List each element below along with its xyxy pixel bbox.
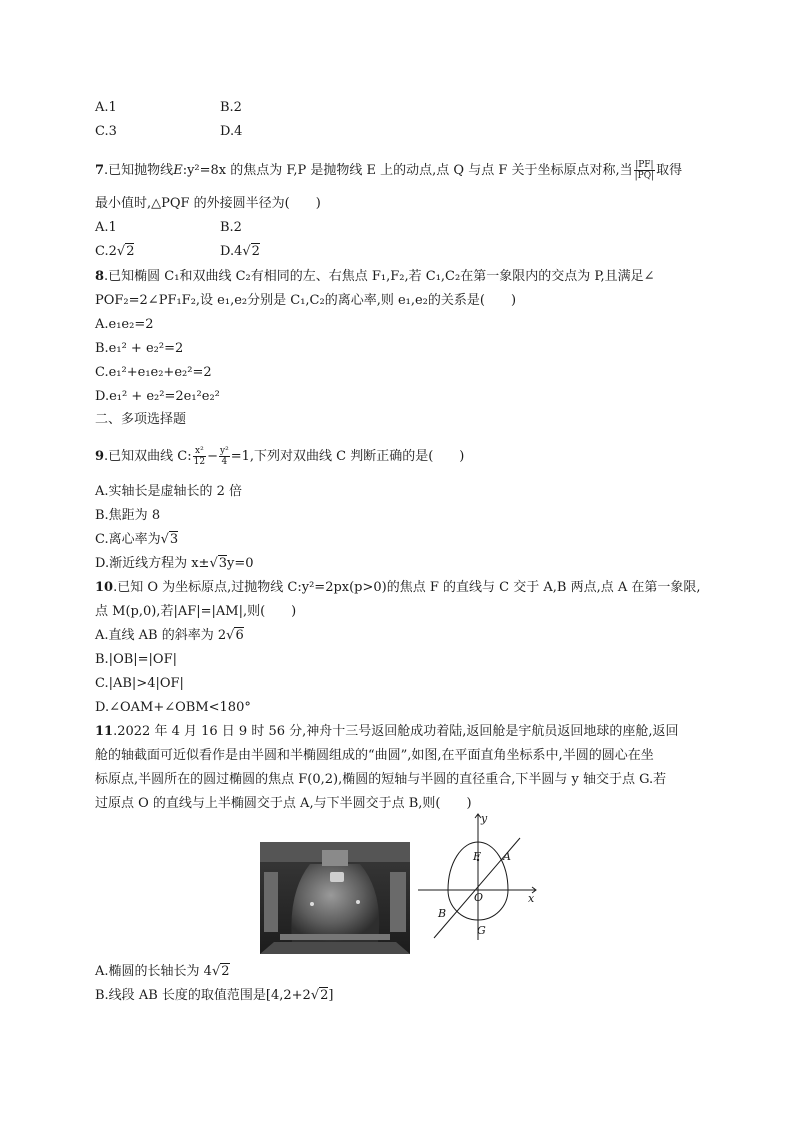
q7-number: 7 [95, 163, 105, 178]
q9-option-c: C.离心率为√3 [95, 532, 179, 547]
q11-number: 11 [95, 724, 114, 739]
q9-f2-den: 4 [221, 457, 228, 467]
q9-option-d-pre: D.渐近线方程为 x± [95, 556, 210, 571]
label-f: F [473, 850, 481, 863]
q7-fraction [634, 160, 656, 181]
q11-option-b-radicand: 2 [320, 988, 329, 1003]
q6-option-c: C.3 [95, 124, 117, 139]
q9-fraction-1 [193, 446, 206, 467]
q11-stem-line3: 标原点,半圆所在的圆过椭圆的焦点 F(0,2),椭圆的短轴与半圆的直径重合,下半圆与 y 轴交于点 G.若 [95, 772, 667, 787]
q9-f2-num: y² [220, 446, 229, 456]
q10-option-b: B.|OB|=|OF| [95, 652, 177, 667]
label-g: G [477, 924, 486, 937]
q10-option-a: A.直线 AB 的斜率为 2√6 [95, 628, 244, 643]
q10-option-c: C.|AB|>4|OF| [95, 676, 184, 691]
q7-option-c-radicand: 2 [126, 244, 135, 259]
q7-stem-line1 [95, 160, 682, 181]
q7-option-c-text: C.2 [95, 244, 117, 259]
q7-option-a: A.1 [95, 220, 117, 235]
q7-text-d: 取得 [656, 163, 683, 178]
q7-option-d: D.4√2 [220, 244, 260, 259]
q10-text-1: .已知 O 为坐标原点,过抛物线 C:y²=2px(p>0)的焦点 F 的直线与 C 交于 A,B 两点,点 A 在第一象限, [113, 580, 701, 595]
q9-f1-den: 12 [193, 457, 206, 467]
q11-option-a-radicand: 2 [221, 964, 230, 979]
q9-post: =1,下列对双曲线 C 判断正确的是( ) [230, 449, 465, 464]
q11-option-a: A.椭圆的长轴长为 4√2 [95, 964, 230, 979]
q11-text-1: .2022 年 4 月 16 日 9 时 56 分,神舟十三号返回舱成功着陆,返回舱是宇航员返回地球的座舱,返回 [113, 724, 679, 739]
q8-option-a: A.e₁e₂=2 [95, 317, 154, 332]
q9-option-c-text: C.离心率为 [95, 532, 161, 547]
q7-option-c: C.2√2 [95, 244, 135, 259]
q11-stem-line4: 过原点 O 的直线与上半椭圆交于点 A,与下半圆交于点 B,则( ) [95, 796, 472, 811]
capsule-photo [260, 842, 410, 954]
label-b: B [438, 907, 447, 920]
q9-option-b: B.焦距为 8 [95, 508, 161, 523]
label-o: O [474, 891, 484, 904]
q7-text-a: .已知抛物线 [104, 163, 174, 178]
q6-option-d: D.4 [220, 124, 243, 139]
q11-option-b: B.线段 AB 长度的取值范围是[4,2+2√2] [95, 988, 334, 1003]
q8-number: 8 [95, 269, 105, 284]
q9-fraction-2 [219, 446, 230, 467]
q9-option-d: D.渐近线方程为 x±√3y=0 [95, 556, 254, 571]
q9-number: 9 [95, 449, 105, 464]
q6-option-a: A.1 [95, 100, 117, 115]
q10-option-d: D.∠OAM+∠OBM<180° [95, 700, 251, 715]
q9-option-c-radicand: 3 [169, 532, 179, 547]
section-heading-multiple-choice: 二、多项选择题 [95, 412, 187, 427]
q8-option-b: B.e₁² + e₂²=2 [95, 341, 184, 356]
q10-option-a-text: A.直线 AB 的斜率为 2 [95, 628, 227, 643]
q11-option-b-text: B.线段 AB 长度的取值范围是[4,2+2 [95, 988, 311, 1003]
q6-option-b: B.2 [220, 100, 242, 115]
q7-text-c: :y²=8x 的焦点为 F,P 是抛物线 E 上的动点,点 Q 与点 F 关于坐标原点对称,当 [182, 163, 633, 178]
q8-stem-line2: POF₂=2∠PF₁F₂,设 e₁,e₂分别是 C₁,C₂的离心率,则 e₁,e₂的关系是( ) [95, 293, 517, 308]
q9-option-d-radicand: 3 [218, 556, 228, 571]
q8-option-d: D.e₁² + e₂²=2e₁²e₂² [95, 389, 220, 404]
q11-stem-line2: 舱的轴截面可近似看作是由半圆和半椭圆组成的“曲圆”,如图,在平面直角坐标系中,半圆的圆心在坐 [95, 748, 654, 763]
label-x: x [528, 892, 535, 905]
q10-number: 10 [95, 580, 114, 595]
q9-option-a: A.实轴长是虚轴长的 2 倍 [95, 484, 243, 499]
q8-text-1: .已知椭圆 C₁和双曲线 C₂有相同的左、右焦点 F₁,F₂,若 C₁,C₂在第一象限内的交点为 P,且满足∠ [104, 269, 655, 284]
q7-option-d-radicand: 2 [251, 244, 260, 259]
q9-option-d-post: y=0 [227, 556, 254, 571]
q8-stem-line1 [95, 268, 654, 286]
q7-option-d-text: D.4 [220, 244, 243, 259]
q11-option-b-end: ] [328, 988, 334, 1003]
q10-stem-line2: 点 M(p,0),若|AF|=|AM|,则( ) [95, 604, 297, 619]
q7-stem-line2: 最小值时,△PQF 的外接圆半径为( ) [95, 196, 321, 211]
q9-stem [95, 446, 464, 467]
q10-stem-line1 [95, 579, 701, 597]
q9-f1-num: x² [193, 446, 206, 457]
label-a: A [503, 850, 511, 863]
q7-frac-num: |PF| [635, 160, 654, 170]
q10-option-a-radicand: 6 [235, 628, 244, 643]
q11-option-a-text: A.椭圆的长轴长为 4 [95, 964, 212, 979]
q11-stem-line1 [95, 723, 679, 741]
q8-option-c: C.e₁²+e₁e₂+e₂²=2 [95, 365, 212, 380]
q9-minus: − [207, 449, 218, 464]
q7-frac-den: |PQ| [634, 171, 655, 181]
q9-pre: .已知双曲线 C: [104, 449, 192, 464]
q7-option-b: B.2 [220, 220, 242, 235]
label-y: y [481, 812, 488, 825]
curved-circle-diagram [418, 812, 538, 942]
q7-text-b: E [173, 163, 183, 178]
